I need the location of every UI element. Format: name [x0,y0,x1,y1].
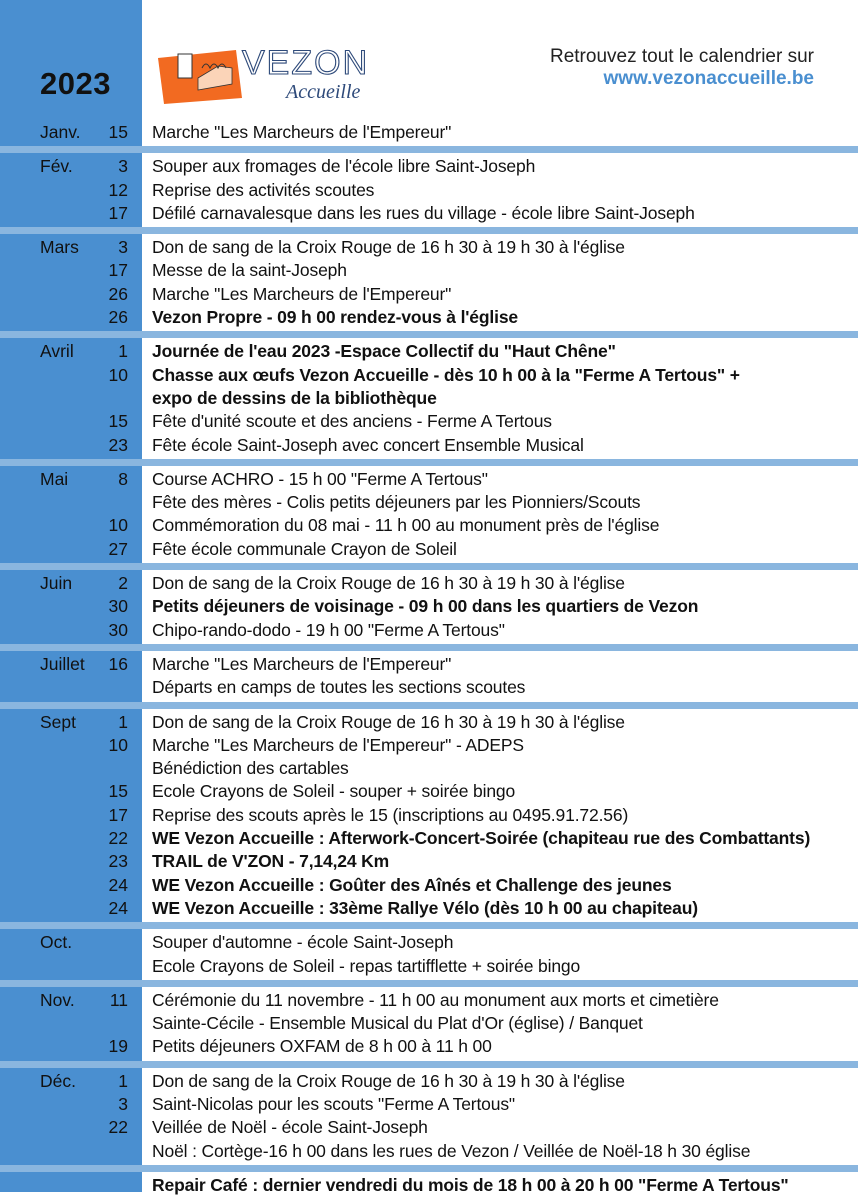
event-text: Souper aux fromages de l'école libre Saint-Joseph [152,156,536,177]
event-row [0,364,858,387]
event-day: 17 [108,804,128,825]
event-day: 10 [108,515,128,536]
event-text: WE Vezon Accueille : Goûter des Aînés et Challenge des jeunes [152,874,672,895]
month-section [0,155,858,225]
month-label: Déc. [40,1070,76,1091]
event-text: expo de dessins de la bibliothèque [152,387,437,408]
event-row [0,827,858,850]
event-day: 17 [108,260,128,281]
month-separator [0,459,858,466]
event-day: 30 [108,596,128,617]
month-label: Sept [40,711,76,732]
event-text: Fête des mères - Colis petits déjeuners par les Pionniers/Scouts [152,492,641,513]
event-row [0,491,858,514]
event-row [0,572,858,595]
month-section [0,931,858,978]
logo-main-text: VEZON [242,44,370,82]
event-day: 15 [108,781,128,802]
event-day: 10 [108,734,128,755]
event-text: Veillée de Noël - école Saint-Joseph [152,1117,428,1138]
event-row [0,989,858,1012]
event-text: Fête école communale Crayon de Soleil [152,538,457,559]
month-label: Mai [40,468,69,489]
event-row [0,874,858,897]
promo-text: Retrouvez tout le calendrier sur [549,46,814,67]
event-text: Vezon Propre - 09 h 00 rendez-vous à l'église [152,307,519,328]
event-text: Sainte-Cécile - Ensemble Musical du Plat d'Or (église) / Banquet [152,1013,643,1034]
event-row [0,1116,858,1139]
event-text: Ecole Crayons de Soleil - souper + soirée bingo [152,781,516,802]
event-text: Fête école Saint-Joseph avec concert Ensemble Musical [152,434,584,455]
event-text: Marche "Les Marcheurs de l'Empereur" [152,283,452,304]
month-section [0,340,858,456]
event-row [0,236,858,259]
month-label: Janv. [40,122,81,142]
logo-door-shape [178,54,192,78]
event-text: Chipo-rando-dodo - 19 h 00 "Ferme A Tertous" [152,619,505,640]
event-day: 23 [108,434,128,455]
event-text: Course ACHRO - 15 h 00 "Ferme A Tertous" [152,468,488,489]
event-row [0,757,858,780]
event-row [0,514,858,537]
event-text: Noël : Cortège-16 h 00 dans les rues de Vezon / Veillée de Noël-18 h 30 église [152,1140,751,1161]
website-promo [550,46,814,90]
event-row [0,804,858,827]
event-row [0,1035,858,1058]
event-calendar [0,121,858,1197]
event-day: 27 [108,538,128,559]
month-section [0,1174,858,1197]
event-text: Cérémonie du 11 novembre - 11 h 00 au monument aux morts et cimetière [152,989,719,1010]
month-section [0,236,858,329]
event-day: 24 [108,874,128,895]
event-text: Défilé carnavalesque dans les rues du village - école libre Saint-Joseph [152,202,695,223]
event-text: Bénédiction des cartables [152,758,349,779]
event-day: 8 [118,468,128,489]
event-row [0,155,858,178]
logo-sub-text: Accueille [286,81,361,103]
event-row [0,259,858,282]
event-row [0,653,858,676]
event-row [0,387,858,410]
event-row [0,850,858,873]
event-day: 1 [118,711,128,732]
event-day: 15 [108,122,128,142]
event-day: 17 [108,202,128,223]
event-day: 11 [109,989,128,1010]
event-row [0,410,858,433]
month-section [0,121,858,144]
event-text: TRAIL de V'ZON - 7,14,24 Km [152,851,390,872]
month-label: Juillet [40,653,85,674]
month-separator [0,922,858,929]
event-day: 3 [118,237,128,258]
month-separator [0,702,858,709]
event-row [0,619,858,642]
month-label: Oct. [40,932,73,953]
event-row [0,538,858,561]
year-title: 2023 [40,66,111,101]
event-day: 24 [108,897,128,918]
month-label: Avril [40,341,74,362]
event-day: 22 [108,1117,128,1138]
event-text: Fête d'unité scoute et des anciens - Ferme A Tertous [152,411,552,432]
event-text: Souper d'automne - école Saint-Joseph [152,932,454,953]
month-separator [0,980,858,987]
event-row [0,1140,858,1163]
event-text: Reprise des scouts après le 15 (inscriptions au 0495.91.72.56) [152,804,629,825]
month-separator [0,1165,858,1172]
month-label: Fév. [40,156,73,177]
month-section [0,989,858,1059]
event-row [0,1012,858,1035]
event-text: Petits déjeuners OXFAM de 8 h 00 à 11 h 00 [152,1036,492,1057]
event-text: Marche "Les Marcheurs de l'Empereur" - ADEPS [152,734,524,755]
event-row [0,179,858,202]
event-text: Départs en camps de toutes les sections scoutes [152,677,526,698]
event-day: 30 [108,619,128,640]
event-text: Don de sang de la Croix Rouge de 16 h 30 à 19 h 30 à l'église [152,573,625,594]
event-day: 2 [118,573,128,594]
event-text: Commémoration du 08 mai - 11 h 00 au monument près de l'église [152,515,660,536]
event-row [0,955,858,978]
event-row [0,468,858,491]
event-text: Repair Café : dernier vendredi du mois de 18 h 00 à 20 h 00 "Ferme A Tertous" [152,1174,789,1195]
event-day: 26 [108,307,128,328]
event-row [0,1070,858,1093]
event-text: Messe de la saint-Joseph [152,260,347,281]
event-day: 15 [108,411,128,432]
month-separator [0,146,858,153]
event-row [0,121,858,144]
month-label: Juin [40,573,73,594]
event-text: WE Vezon Accueille : Afterwork-Concert-Soirée (chapiteau rue des Combattants) [152,828,811,849]
event-text: Petits déjeuners de voisinage - 09 h 00 dans les quartiers de Vezon [152,596,699,617]
event-day: 1 [118,1070,128,1091]
event-day: 19 [108,1036,128,1057]
event-text: Journée de l'eau 2023 -Espace Collectif du "Haut Chêne" [152,341,616,362]
event-row [0,780,858,803]
event-day: 23 [108,851,128,872]
event-day: 10 [108,364,128,385]
event-row [0,711,858,734]
month-section [0,468,858,561]
event-row [0,897,858,920]
event-day: 12 [108,179,128,200]
event-text: Don de sang de la Croix Rouge de 16 h 30 à 19 h 30 à l'église [152,711,625,732]
event-day: 3 [118,156,128,177]
event-text: Saint-Nicolas pour les scouts "Ferme A Tertous" [152,1093,515,1114]
month-separator [0,1061,858,1068]
month-separator [0,331,858,338]
event-row [0,340,858,363]
event-day: 16 [108,653,128,674]
month-section [0,1070,858,1163]
website-link[interactable]: www.vezonaccueille.be [603,68,814,89]
event-row [0,595,858,618]
month-section [0,572,858,642]
month-separator [0,563,858,570]
event-day: 26 [108,283,128,304]
month-label: Mars [40,237,79,258]
event-text: Marche "Les Marcheurs de l'Empereur" [152,653,452,674]
month-separator [0,227,858,234]
event-text: Ecole Crayons de Soleil - repas tartifflette + soirée bingo [152,955,581,976]
vezon-accueille-logo [158,38,428,112]
event-text: Don de sang de la Croix Rouge de 16 h 30 à 19 h 30 à l'église [152,1070,625,1091]
event-text: WE Vezon Accueille : 33ème Rallye Vélo (dès 10 h 00 au chapiteau) [152,897,698,918]
event-row [0,676,858,699]
event-row [0,202,858,225]
event-day: 22 [108,828,128,849]
event-row [0,1093,858,1116]
event-row [0,734,858,757]
event-day: 1 [118,341,128,362]
event-text: Don de sang de la Croix Rouge de 16 h 30 à 19 h 30 à l'église [152,237,625,258]
month-separator [0,644,858,651]
month-section [0,653,858,700]
event-row [0,931,858,954]
event-row [0,434,858,457]
event-row [0,1174,858,1197]
event-text: Marche "Les Marcheurs de l'Empereur" [152,122,452,142]
event-text: Reprise des activités scoutes [152,179,375,200]
event-row [0,306,858,329]
event-row [0,283,858,306]
event-text: Chasse aux œufs Vezon Accueille - dès 10 h 00 à la "Ferme A Tertous" + [152,364,740,385]
month-label: Nov. [40,989,75,1010]
event-day: 3 [118,1093,128,1114]
month-section [0,711,858,921]
